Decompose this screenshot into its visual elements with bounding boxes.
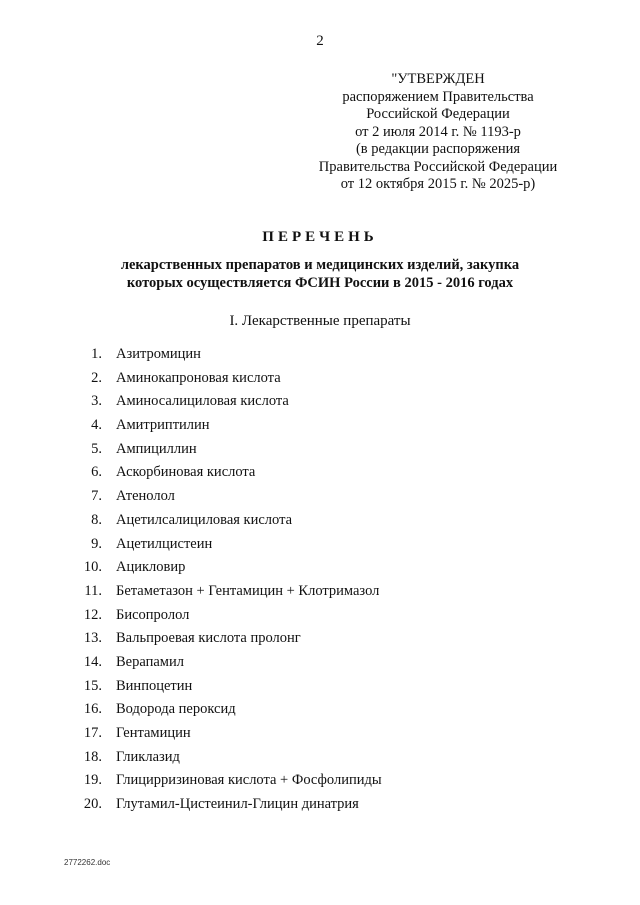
item-name: Бисопролол [116, 606, 190, 623]
approval-block [300, 71, 576, 194]
item-number: 6. [91, 464, 102, 481]
item-number: 4. [91, 417, 102, 434]
item-name: Аминосалициловая кислота [116, 393, 289, 410]
file-reference: 2772262.doc [64, 858, 111, 867]
item-name: Ампициллин [116, 440, 197, 457]
item-number: 3. [91, 393, 102, 410]
approval-line: распоряжением Правительства [342, 88, 534, 105]
item-number: 18. [83, 748, 102, 765]
item-name: Гликлазид [116, 748, 180, 765]
item-name: Аминокапроновая кислота [116, 369, 281, 386]
item-number: 13. [83, 630, 102, 647]
item-name: Атенолол [116, 488, 175, 505]
item-name: Амитриптилин [116, 417, 210, 434]
item-number: 7. [91, 488, 102, 505]
item-name: Ацетилсалициловая кислота [116, 511, 293, 528]
item-name: Бетаметазон + Гентамицин + Клотримазол [116, 582, 380, 599]
item-number: 2. [91, 369, 102, 386]
item-number: 15. [83, 677, 102, 694]
item-number: 14. [83, 653, 102, 670]
item-number: 10. [83, 559, 102, 576]
item-name: Ацикловир [116, 559, 186, 576]
approval-line: (в редакции распоряжения [355, 141, 521, 157]
item-number: 20. [83, 796, 102, 813]
item-number: 12. [83, 606, 102, 623]
item-name: Аскорбиновая кислота [116, 464, 256, 481]
item-name: Водорода пероксид [116, 701, 236, 718]
item-number: 11. [84, 582, 102, 599]
approval-line: Правительства Российской Федерации [318, 158, 558, 175]
item-number: 8. [91, 511, 102, 528]
item-number: 16. [83, 701, 102, 718]
item-name: Азитромицин [116, 346, 201, 362]
subtitle-line-2: которых осуществляется ФСИН России в 2015 - 2016 годах [126, 275, 514, 291]
subtitle-line-1: лекарственных препаратов и медицинских изделий, закупка [120, 257, 520, 273]
item-name: Вальпроевая кислота пролонг [116, 630, 301, 647]
item-name: Винпоцетин [116, 677, 193, 694]
item-number: 5. [91, 440, 102, 457]
page-number: 2 [316, 33, 324, 49]
item-name: Глутамил-Цистеинил-Глицин динатрия [116, 796, 359, 813]
approval-line: от 2 июля 2014 г. № 1193-р [355, 123, 521, 140]
item-name: Глицирризиновая кислота + Фосфолипиды [116, 772, 382, 789]
item-name: Гентамицин [116, 725, 191, 741]
approval-line: Российской Федерации [366, 106, 510, 122]
item-number: 9. [91, 535, 102, 552]
item-number: 17. [83, 725, 102, 741]
item-number: 19. [83, 772, 102, 789]
approval-line: "УТВЕРЖДЕН [391, 71, 485, 87]
section-heading: I. Лекарственные препараты [229, 313, 411, 329]
approval-line: от 12 октября 2015 г. № 2025-р) [340, 176, 536, 192]
item-number: 1. [91, 346, 102, 362]
item-name: Ацетилцистеин [116, 535, 213, 552]
document-subtitle [60, 256, 580, 292]
document-title: ПЕРЕЧЕНЬ [262, 229, 378, 245]
item-name: Верапамил [116, 653, 184, 670]
